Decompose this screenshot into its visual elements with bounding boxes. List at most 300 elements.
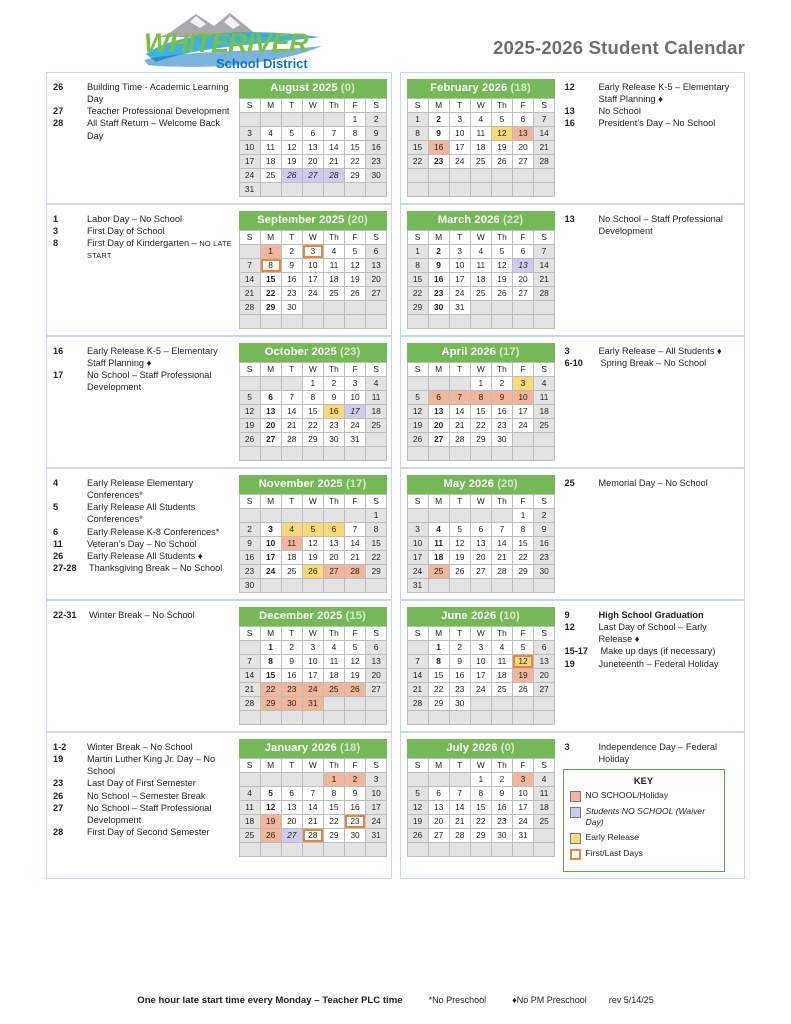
week-row [407,273,555,287]
day-cell: 4 [534,377,555,391]
day-cell: 9 [449,655,470,669]
day-cell: 21 [344,551,365,565]
day-cell-empty [239,245,260,259]
legend-title: KEY [633,775,654,787]
note-item [53,538,235,550]
week-row [407,787,555,801]
day-cell: 5 [449,523,470,537]
day-cell-empty [260,843,281,857]
day-cell-empty [512,711,533,725]
day-cell: 10 [470,655,491,669]
day-cell: 27 [534,683,555,697]
day-cell: 31 [302,697,323,711]
weekday-header-f-5: F [344,231,365,245]
day-cell: 28 [491,565,512,579]
day-cell: 3 [449,245,470,259]
day-cell: 6 [470,523,491,537]
day-cell: 17 [302,273,323,287]
weekday-header-s-0: S [239,231,260,245]
day-cell-empty [428,377,449,391]
day-cell: 22 [302,419,323,433]
day-cell: 5 [344,641,365,655]
note-text: Early Release All Students Conferences* [87,502,196,525]
month-panel-right [400,72,746,204]
day-cell: 27 [323,565,344,579]
weekday-header-th-4: Th [323,99,344,113]
day-cell: 9 [428,259,449,273]
legend-row [570,790,718,802]
day-cell-empty [407,447,428,461]
mini-calendar [239,343,387,461]
page-title: 2025-2026 Student Calendar [493,37,745,58]
day-cell: 26 [281,169,302,183]
note-date: 28 [53,118,64,129]
day-cell: 12 [344,259,365,273]
weekday-header-t-2: T [449,231,470,245]
weekday-header-m-1: M [428,627,449,641]
note-date: 22-31 [53,610,77,620]
day-cell-empty [534,315,555,329]
day-cell: 4 [239,787,260,801]
month-header [407,607,555,626]
day-cell: 18 [323,669,344,683]
month-school-day-count: (18) [510,82,531,94]
day-cell-empty [281,579,302,593]
day-cell: 4 [323,641,344,655]
day-cell-empty [302,773,323,787]
day-cell: 8 [407,127,428,141]
day-cell-empty [491,711,512,725]
footer-no-preschool: *No Preschool [428,995,487,1005]
week-row [239,829,387,843]
day-cell: 4 [281,523,302,537]
week-row [407,697,555,711]
day-cell: 7 [302,787,323,801]
note-date: 6-10 [564,358,583,369]
note-text: Make up days (if necessary) [600,646,716,657]
month-panel-right [400,468,746,600]
month-notes-list [53,79,235,197]
day-cell-empty [323,711,344,725]
day-cell: 18 [281,551,302,565]
day-cell: 12 [302,537,323,551]
day-cell: 23 [491,419,512,433]
day-cell-empty [260,773,281,787]
day-cell-empty [366,301,387,315]
note-date: 12 [564,622,575,633]
note-item [565,477,733,489]
day-cell: 10 [449,127,470,141]
day-cell: 5 [260,787,281,801]
day-cell: 6 [512,113,533,127]
month-name: November 2025 [258,478,343,490]
note-date: 8 [53,238,59,249]
weekday-header-s-6: S [534,231,555,245]
day-cell: 9 [281,259,302,273]
day-cell: 28 [449,829,470,843]
note-text: No School [598,106,641,117]
day-cell: 22 [366,551,387,565]
day-cell: 17 [260,551,281,565]
day-cell: 3 [512,773,533,787]
week-row [239,183,387,197]
week-row [239,683,387,697]
note-date: 1 [53,214,59,224]
day-cell-empty [534,169,555,183]
day-cell: 19 [302,551,323,565]
weekday-header-m-1: M [260,363,281,377]
month-school-day-count: (15) [345,610,366,622]
day-cell: 10 [260,537,281,551]
month-grid [239,626,388,725]
weekday-header-t-2: T [281,495,302,509]
month-grid [239,758,388,857]
day-cell-empty [323,113,344,127]
day-cell: 26 [512,683,533,697]
day-cell: 11 [260,141,281,155]
day-cell: 2 [534,509,555,523]
note-item [565,357,733,369]
day-cell: 22 [470,419,491,433]
day-cell: 19 [281,155,302,169]
right-notes-column [555,607,733,725]
day-cell: 2 [449,641,470,655]
month-row [46,732,745,879]
day-cell: 2 [344,773,365,787]
day-cell-empty [470,509,491,523]
day-cell: 12 [449,537,470,551]
day-cell: 12 [407,405,428,419]
day-cell: 15 [407,273,428,287]
day-cell-empty [260,113,281,127]
day-cell-empty [534,301,555,315]
week-row [239,537,387,551]
note-item [565,81,733,105]
day-cell: 9 [428,127,449,141]
day-cell: 13 [302,141,323,155]
day-cell-empty [491,169,512,183]
month-notes-list [555,607,733,670]
day-cell: 12 [512,655,533,669]
weekday-header-s-6: S [534,759,555,773]
day-cell: 14 [407,669,428,683]
day-cell-empty [449,377,470,391]
day-cell: 16 [428,273,449,287]
week-row [239,773,387,787]
mini-calendar [239,739,387,872]
weekday-header-s-6: S [366,363,387,377]
day-cell: 19 [344,273,365,287]
day-cell: 11 [323,259,344,273]
month-name: April 2026 [441,346,496,358]
weekday-header-t-2: T [449,495,470,509]
day-cell: 16 [344,801,365,815]
day-cell: 20 [260,419,281,433]
week-row [407,405,555,419]
day-cell: 6 [428,391,449,405]
weekday-header-s-0: S [239,363,260,377]
legend-key [563,769,725,872]
month-header [239,211,387,230]
day-cell: 27 [428,829,449,843]
week-row [407,183,555,197]
week-row [239,843,387,857]
day-cell: 1 [260,245,281,259]
week-row [239,141,387,155]
note-date: 3 [564,346,570,356]
weekday-header-s-0: S [239,627,260,641]
note-date: 12 [564,82,575,92]
day-cell: 20 [281,815,302,829]
day-cell-empty [470,301,491,315]
day-cell: 3 [449,113,470,127]
month-school-day-count: (23) [340,346,361,358]
note-item [53,753,235,777]
day-cell: 3 [344,377,365,391]
day-cell: 26 [407,433,428,447]
day-cell-empty [428,773,449,787]
mini-calendar [239,475,387,593]
day-cell: 20 [512,273,533,287]
month-name: February 2026 [430,82,508,94]
day-cell: 24 [470,683,491,697]
note-item [53,237,235,261]
note-item [53,802,235,826]
legend-swatch [570,833,581,844]
day-cell: 13 [323,537,344,551]
day-cell: 3 [470,641,491,655]
day-cell: 24 [512,419,533,433]
day-cell-empty [512,843,533,857]
day-cell: 3 [512,377,533,391]
note-text: No School – Staff Professional Development [598,214,723,237]
day-cell: 11 [470,127,491,141]
day-cell: 14 [344,537,365,551]
week-row [407,711,555,725]
day-cell: 5 [512,641,533,655]
day-cell-empty [344,509,365,523]
day-cell: 31 [366,829,387,843]
footer-main-note: One hour late start time every Monday – Teacher PLC time [137,995,403,1006]
note-item [565,658,733,670]
month-panel-right [400,600,746,732]
note-date: 17 [53,370,64,381]
day-cell-empty [323,509,344,523]
day-cell: 22 [344,155,365,169]
weekday-header-t-2: T [281,231,302,245]
day-cell-empty [491,579,512,593]
page-header [0,0,791,72]
weekday-header-t-2: T [449,99,470,113]
day-cell: 2 [239,523,260,537]
day-cell: 21 [281,419,302,433]
day-cell: 2 [366,113,387,127]
day-cell-empty [407,377,428,391]
day-cell: 14 [302,801,323,815]
day-cell: 8 [323,787,344,801]
legend-swatch [570,791,581,802]
note-date: 3 [564,742,570,752]
day-cell: 11 [491,655,512,669]
weekday-header-t-2: T [281,627,302,641]
day-cell: 9 [323,391,344,405]
day-cell: 5 [491,113,512,127]
day-cell-empty [449,773,470,787]
note-item [53,225,235,237]
month-rows-container [0,72,791,879]
note-text: Spring Break – No School [600,358,707,369]
day-cell: 6 [260,391,281,405]
note-text: Labor Day – No School [87,214,182,224]
day-cell-empty [366,579,387,593]
month-panel-left [46,72,392,204]
right-notes-column [555,79,733,197]
note-date: 27-28 [53,562,77,573]
day-cell-empty [534,843,555,857]
note-item [565,345,733,357]
day-cell: 14 [491,537,512,551]
day-cell: 25 [260,169,281,183]
day-cell: 21 [239,683,260,697]
day-cell: 26 [302,565,323,579]
day-cell-empty [470,169,491,183]
day-cell: 17 [344,405,365,419]
weekday-header-s-0: S [407,363,428,377]
day-cell: 11 [323,655,344,669]
day-cell-empty [470,183,491,197]
week-row [407,245,555,259]
day-cell-empty [449,183,470,197]
day-cell-empty [302,315,323,329]
month-name: July 2026 [446,742,498,754]
day-cell: 27 [470,565,491,579]
day-cell: 27 [260,433,281,447]
day-cell: 21 [302,815,323,829]
weekday-header-f-5: F [344,627,365,641]
mini-calendar [407,343,555,461]
legend-label: NO SCHOOL/Holiday [585,790,669,801]
day-cell: 23 [428,155,449,169]
legend-row [570,848,718,860]
day-cell: 26 [260,829,281,843]
day-cell: 18 [534,801,555,815]
weekday-header-th-4: Th [323,363,344,377]
month-grid [407,362,556,461]
day-cell: 17 [449,273,470,287]
day-cell: 14 [323,141,344,155]
mini-calendar [407,79,555,197]
month-header [407,475,555,494]
month-grid [407,626,556,725]
day-cell: 18 [470,141,491,155]
day-cell: 24 [260,565,281,579]
day-cell: 8 [366,523,387,537]
day-cell: 28 [534,287,555,301]
day-cell: 18 [239,815,260,829]
note-text: Building Time - Academic Learning Day [87,82,229,105]
day-cell: 23 [449,683,470,697]
day-cell-empty [407,843,428,857]
note-date: 19 [564,658,575,669]
month-row [46,72,745,204]
day-cell: 29 [344,169,365,183]
day-cell: 10 [512,787,533,801]
day-cell: 29 [512,565,533,579]
day-cell: 31 [449,301,470,315]
day-cell: 15 [366,537,387,551]
day-cell-empty [407,641,428,655]
day-cell: 7 [534,113,555,127]
day-cell: 12 [344,655,365,669]
weekday-header-th-4: Th [491,495,512,509]
weekday-header-f-5: F [512,363,533,377]
day-cell-empty [323,579,344,593]
day-cell: 13 [366,655,387,669]
note-text: Juneteenth – Federal Holiday [598,658,719,669]
month-panel-right [400,732,746,879]
day-cell-empty [281,113,302,127]
day-cell: 21 [239,287,260,301]
day-cell-empty [491,447,512,461]
day-cell: 14 [449,801,470,815]
note-item [53,609,235,621]
day-cell: 28 [323,169,344,183]
day-cell: 8 [260,655,281,669]
weekday-header-s-0: S [407,495,428,509]
day-cell: 7 [344,523,365,537]
day-cell-empty [302,447,323,461]
day-cell: 29 [407,301,428,315]
week-row [239,669,387,683]
svg-text:RIVER: RIVER [228,28,309,58]
legend-label: Early Release [585,832,639,843]
day-cell-empty [407,169,428,183]
day-cell: 13 [534,655,555,669]
day-cell: 8 [470,787,491,801]
day-cell: 5 [407,787,428,801]
day-cell-empty [534,697,555,711]
week-row [239,315,387,329]
day-cell: 13 [512,127,533,141]
day-cell: 25 [534,419,555,433]
weekday-header-t-2: T [449,627,470,641]
day-cell-empty [491,301,512,315]
day-cell: 19 [260,815,281,829]
week-row [239,419,387,433]
day-cell-empty [302,711,323,725]
day-cell: 25 [428,565,449,579]
day-cell-empty [366,183,387,197]
day-cell: 7 [239,259,260,273]
day-cell: 20 [512,141,533,155]
day-cell: 8 [512,523,533,537]
day-cell-empty [260,509,281,523]
day-cell: 7 [281,391,302,405]
week-row [407,551,555,565]
day-cell: 26 [344,683,365,697]
day-cell: 14 [239,669,260,683]
week-row [407,641,555,655]
note-item [53,741,235,753]
note-text: Winter Break – No School [89,610,195,620]
day-cell: 20 [366,669,387,683]
day-cell-empty [366,315,387,329]
note-text: Early Release All Students ♦ [87,550,203,561]
day-cell-empty [281,183,302,197]
day-cell: 24 [366,815,387,829]
note-text: Memorial Day – No School [598,478,708,488]
day-cell-empty [491,843,512,857]
